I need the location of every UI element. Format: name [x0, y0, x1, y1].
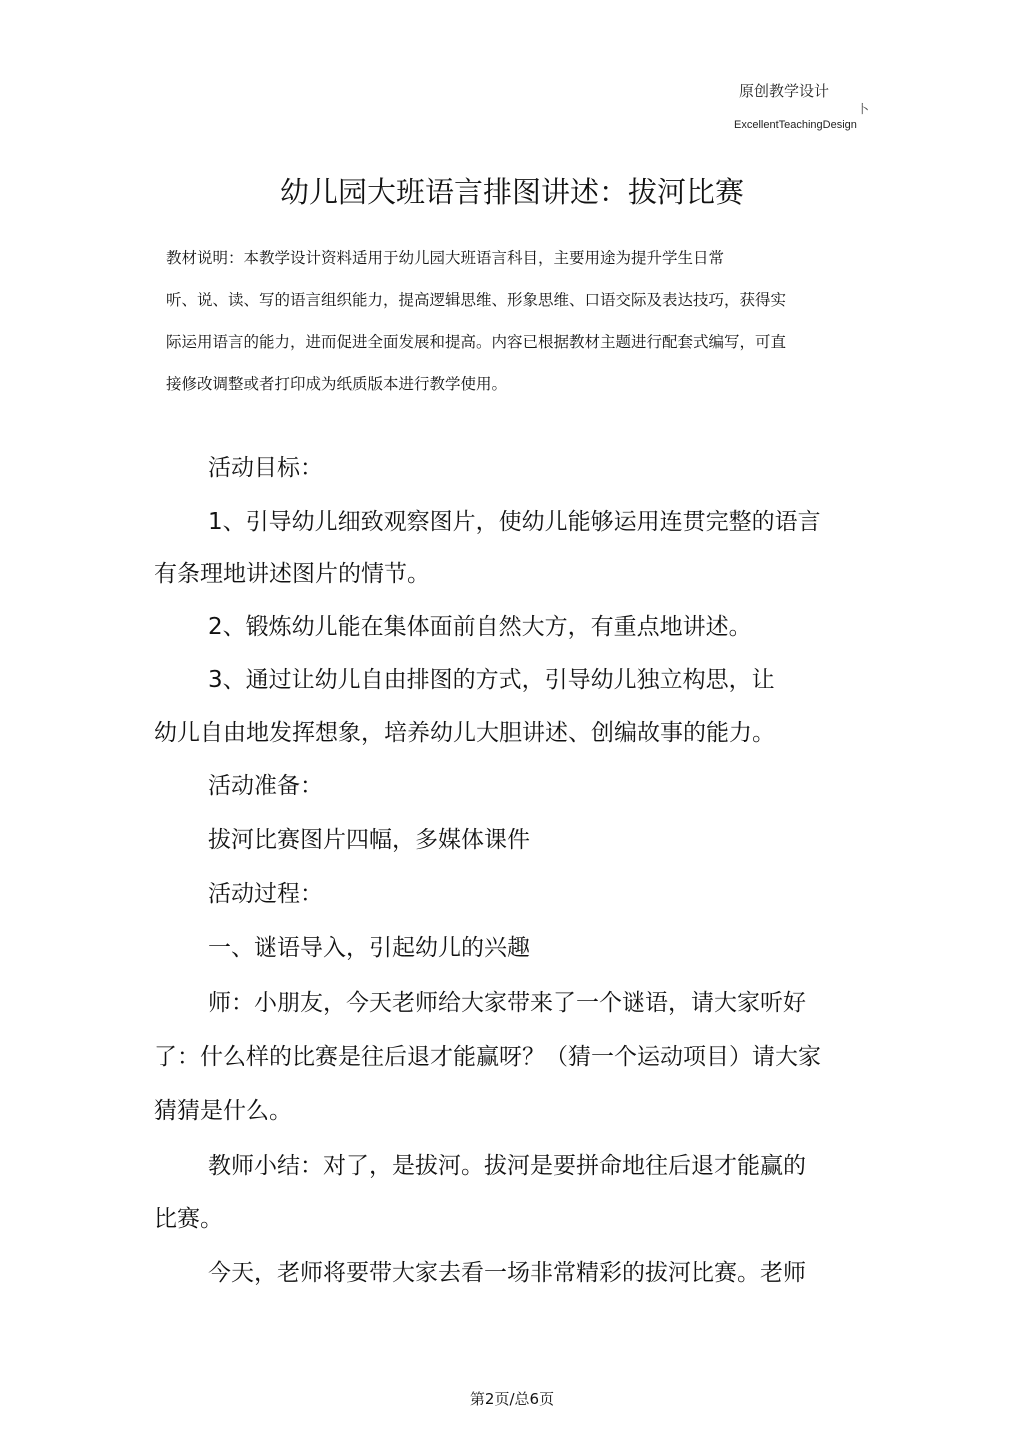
body-line: 一、谜语导入，引起幼儿的兴趣 [208, 935, 530, 961]
body-line: 有条理地讲述图片的情节。 [154, 561, 430, 587]
body-line: 了：什么样的比赛是往后退才能赢呀？（猜一个运动项目）请大家 [154, 1044, 821, 1070]
body-line: 比赛。 [154, 1206, 223, 1232]
body-line: 师：小朋友，今天老师给大家带来了一个谜语，请大家听好 [208, 990, 806, 1016]
body-line: 幼儿自由地发挥想象，培养幼儿大胆讲述、创编故事的能力。 [154, 720, 775, 746]
section-heading-process: 活动过程： [208, 881, 323, 907]
body-line: 教师小结：对了，是拔河。拔河是要拼命地往后退才能赢的 [208, 1153, 806, 1179]
section-heading-goals: 活动目标： [208, 455, 323, 481]
body-line: 拔河比赛图片四幅，多媒体课件 [208, 827, 530, 853]
header-label-en: ExcellentTeachingDesign [734, 119, 857, 131]
intro-line: 接修改调整或者打印成为纸质版本进行教学使用。 [166, 375, 508, 393]
body-line: 今天，老师将要带大家去看一场非常精彩的拔河比赛。老师 [208, 1260, 806, 1286]
body-line: 2、锻炼幼儿能在集体面前自然大方，有重点地讲述。 [208, 614, 752, 640]
section-heading-prep: 活动准备： [208, 773, 323, 799]
body-line: 1、引导幼儿细致观察图片，使幼儿能够运用连贯完整的语言 [208, 509, 821, 535]
body-line: 猜猜是什么。 [154, 1098, 292, 1124]
document-title: 幼儿园大班语言排图讲述：拔河比赛 [279, 175, 744, 209]
page-number: 第2页/总6页 [469, 1390, 555, 1408]
header-mark: 卜 [857, 102, 870, 116]
body-line: 3、通过让幼儿自由排图的方式，引导幼儿独立构思，让 [208, 667, 775, 693]
intro-line: 教材说明：本教学设计资料适用于幼儿园大班语言科目，主要用途为提升学生日常 [166, 249, 725, 267]
header-label-cn: 原创教学设计 [739, 82, 830, 100]
intro-line: 听、说、读、写的语言组织能力，提高逻辑思维、形象思维、口语交际及表达技巧，获得实 [166, 291, 787, 309]
intro-line: 际运用语言的能力，进而促进全面发展和提高。内容已根据教材主题进行配套式编写，可直 [166, 333, 787, 351]
